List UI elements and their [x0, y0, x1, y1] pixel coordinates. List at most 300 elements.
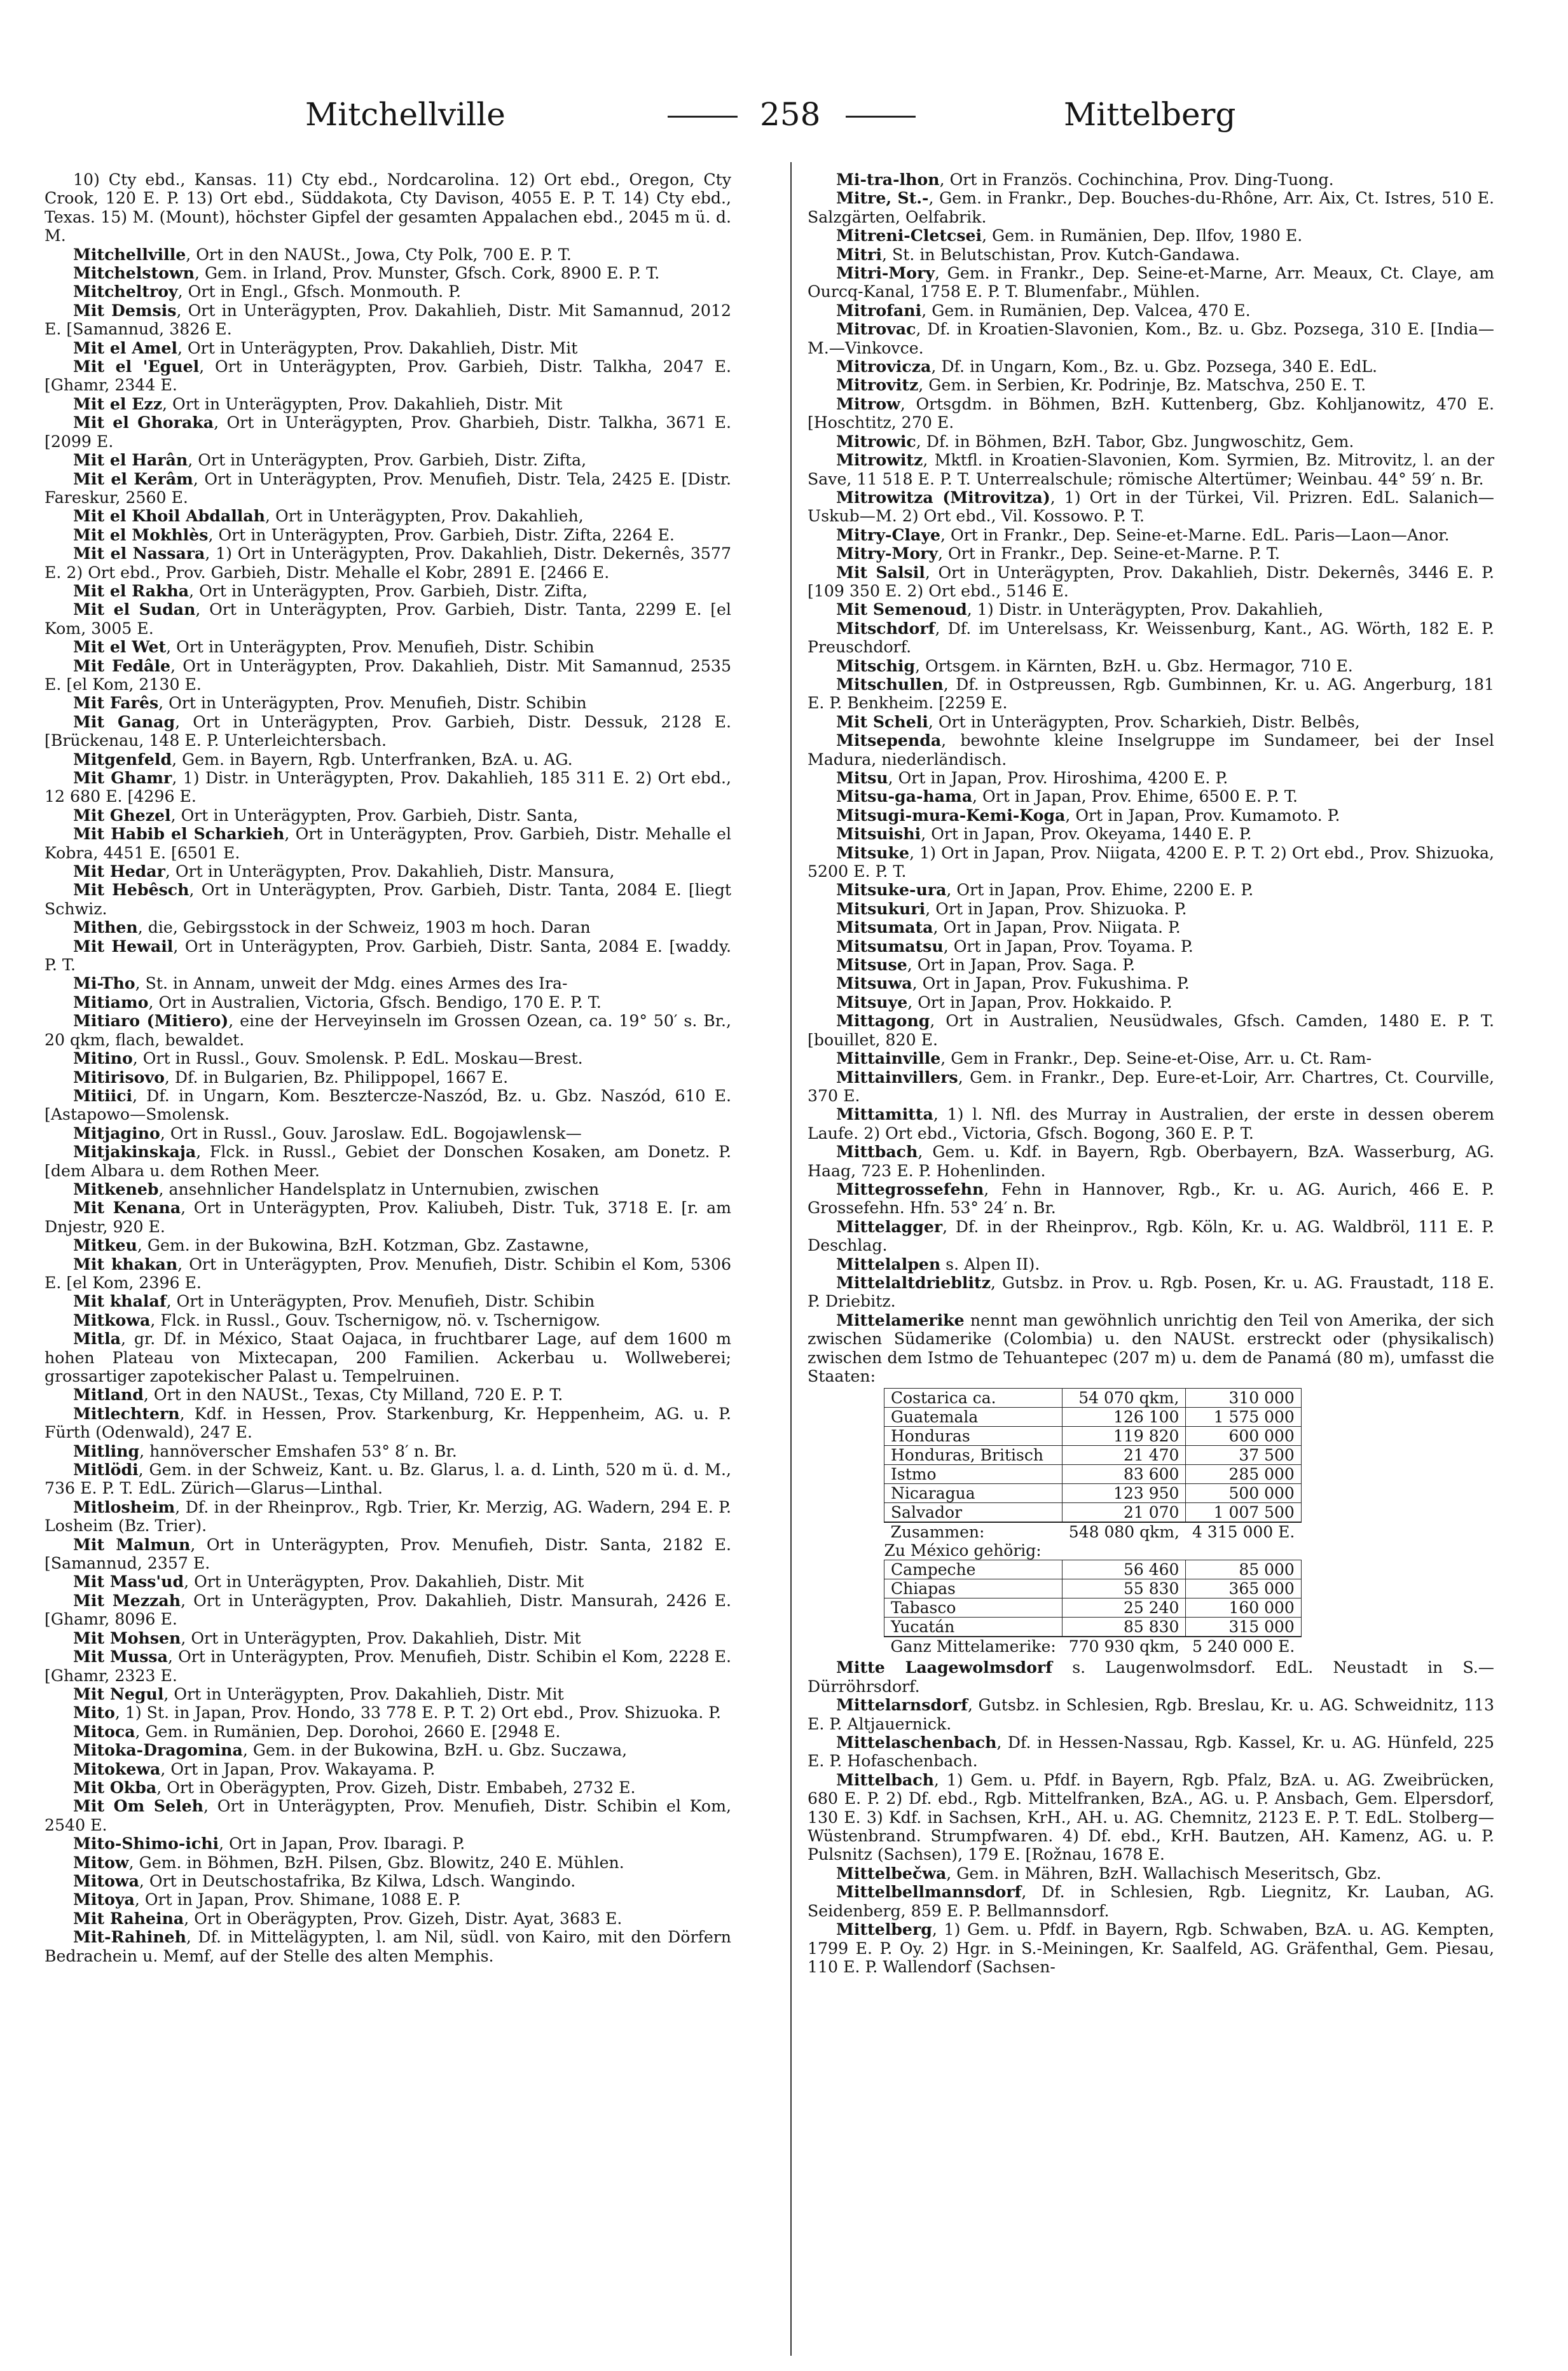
entry-headword: Mitsuke-ura	[836, 880, 947, 900]
dictionary-entry	[808, 844, 1494, 881]
dictionary-entry	[45, 282, 731, 301]
entry-text: , Ort in Japan, Prov. Fukushima. P.	[912, 974, 1190, 993]
dictionary-entry	[45, 1928, 731, 1965]
entry-text: , Ort in Australien, Victoria, Gfsch. Bendigo, 170 E. P. T.	[148, 993, 602, 1012]
entry-headword: Mitri-Mory	[836, 263, 935, 283]
dictionary-entry	[808, 600, 1494, 619]
entry-text: , Gem in Frankr., Dep. Seine-et-Oise, Arr. u. Ct. Ram-	[940, 1049, 1372, 1068]
entry-headword: Mit Habib el Scharkieh	[73, 824, 285, 844]
entry-text: , Ort in Französ. Cochinchina, Prov. Ding-Tuong.	[939, 170, 1334, 189]
entry-text: , Ort in Unterägypten, Prov. Garbieh, Distr. Santa, 2084 E. [waddy. P. T.	[45, 937, 731, 975]
dictionary-entry	[45, 170, 731, 245]
entry-text: , Gem. in Rumänien, Dep. Valcea, 470 E.	[921, 301, 1251, 320]
entry-headword: Mitoya	[73, 1890, 135, 1909]
dictionary-entry	[45, 413, 731, 451]
dictionary-entry	[45, 713, 731, 750]
table-cell: Nicaragua	[884, 1484, 1063, 1503]
entry-headword: Mit Raheina	[73, 1908, 184, 1928]
dictionary-entry	[45, 1236, 731, 1254]
entry-text: , Gutsbz. in Schlesien, Rgb. Breslau, Kr. u. AG. Schweidnitz, 113 E. P. Altjauernick.	[808, 1696, 1494, 1733]
dictionary-entry	[808, 320, 1494, 357]
entry-headword: Mitschullen	[836, 674, 944, 694]
dictionary-entry	[808, 245, 1494, 264]
table-cell: Zusammen:	[884, 1522, 1063, 1541]
entry-headword: Mit Salsil	[836, 562, 925, 582]
entry-text: , Ort in Deutschostafrika, Bz Kilwa, Ldsch. Wangindo.	[139, 1871, 576, 1890]
dictionary-entry	[45, 507, 731, 525]
table-cell: 85 830	[1063, 1618, 1186, 1637]
header-dash-left	[668, 116, 738, 118]
table-cell: 37 500	[1186, 1446, 1301, 1465]
entry-headword: Mitrowitza (Mitrovitza)	[836, 487, 1050, 507]
entry-headword: Mitrow	[836, 394, 900, 413]
entry-headword: Mitla	[73, 1329, 121, 1349]
dictionary-entry	[808, 376, 1494, 394]
table-row	[884, 1598, 1302, 1618]
entry-headword: Mittelbach	[836, 1770, 934, 1789]
dictionary-entry	[808, 563, 1494, 601]
entry-headword: Mitland	[73, 1385, 144, 1405]
entry-text: , 1) Ort in Unterägypten, Prov. Dakahlieh, Distr. Dekernês, 3577 E. 2) Ort ebd., Prov. Garbieh, Distr. Mehalle el Kobr, 2891 E. [2466 E.	[45, 544, 731, 582]
dictionary-entry	[808, 881, 1494, 899]
dictionary-entry	[45, 1591, 731, 1629]
entry-headword: Mitiici	[73, 1085, 133, 1105]
entry-headword: Mitoka-Dragomina	[73, 1740, 243, 1760]
entry-headword: Mit Hewail	[73, 936, 174, 956]
entry-text: , Ort in Engl., Gfsch. Monmouth. P.	[177, 282, 461, 301]
entry-text: , Ort in Japan, Prov. Ehime, 6500 E. P. T.	[972, 787, 1298, 806]
entry-headword: Mit el Wet	[73, 637, 167, 657]
table-cell: 548 080 qkm,	[1063, 1522, 1186, 1541]
dictionary-entry	[45, 600, 731, 638]
dictionary-entry	[45, 974, 731, 993]
entry-text: , Ort in Unterägypten, Prov. Menufieh, Distr. Schibin	[166, 1292, 595, 1311]
dictionary-entry	[45, 1797, 731, 1834]
dictionary-entry	[45, 1722, 731, 1741]
dictionary-entry	[45, 1330, 731, 1385]
entry-headword: Mitchellville	[73, 244, 186, 264]
dictionary-entry	[45, 806, 731, 825]
entry-text: s. Laugenwolmsdorf. EdL. Neustadt in S.—Dürröhrsdorf.	[808, 1658, 1494, 1696]
dictionary-entry	[45, 769, 731, 806]
entry-text: , Ort in Russl., Gouv. Jaroslaw. EdL. Bogojawlensk—	[160, 1124, 582, 1143]
dictionary-entry	[808, 226, 1494, 245]
entry-headword: Mitrofani	[836, 300, 922, 320]
dictionary-entry	[45, 582, 731, 600]
dictionary-entry	[45, 1405, 731, 1442]
entry-text: , Ort in Japan, Prov. Hokkaido. P.	[907, 993, 1173, 1012]
dictionary-entry	[808, 357, 1494, 376]
dictionary-entry	[45, 1442, 731, 1460]
dictionary-entry	[45, 1460, 731, 1498]
entry-headword: Mitirisovo	[73, 1067, 165, 1087]
entry-text: , Ort in Frankr., Dep. Seine-et-Marne. EdL. Paris—Laon—Anor.	[940, 525, 1450, 544]
entry-text: , Ort in Unterägypten, Prov. Garbieh, Distr. Zifta, 2264 E.	[208, 525, 675, 544]
entry-headword: Mit Mass'ud	[73, 1572, 184, 1591]
entry-text: , Ort in Unterägypten, Prov. Menufieh, Distr. Tela, 2425 E. [Distr. Fareskur, 2560 E.	[45, 469, 731, 507]
entry-headword: Mittelagger	[836, 1216, 943, 1236]
dictionary-entry	[808, 731, 1494, 769]
entry-text: , Df. in Mittelägypten, l. am Nil, südl. von Kairo, mit den Dörfern Bedrachein u. Memf, auf der Stelle des alten Memphis.	[45, 1928, 731, 1965]
entry-text: , Df. in Böhmen, BzH. Tabor, Gbz. Jungwoschitz, Gem.	[916, 432, 1354, 451]
entry-text: , 1) Gem. u. Pfdf. in Bayern, Rgb. Schwaben, BzA. u. AG. Kempten, 1799 E. P. Oy. 2) Hgr. in S.-Meiningen, Kr. Saalfeld, AG. Gräfenthal, Gem. Piesau, 110 E. P. Wallendorf (Sachsen-	[808, 1920, 1494, 1976]
right-column	[808, 170, 1494, 1976]
dictionary-entry	[808, 806, 1494, 825]
dictionary-entry	[808, 1733, 1494, 1771]
entry-text: , Ort in Unterägypten, Prov. Gharbieh, Distr. Talkha, 3671 E. [2099 E.	[45, 413, 731, 451]
entry-text: , Gem. in Frankr., Dep. Seine-et-Marne, Arr. Meaux, Ct. Claye, am Ourcq-Kanal, 1758 E. P. T. Blumenfabr., Mühlen.	[808, 264, 1494, 301]
entry-headword: Mit khalaf	[73, 1291, 167, 1311]
dictionary-entry	[45, 526, 731, 544]
table-cell: Honduras	[884, 1427, 1063, 1446]
entry-text: , Gutsbz. in Prov. u. Rgb. Posen, Kr. u. AG. Fraustadt, 118 E. P. Driebitz.	[808, 1273, 1494, 1311]
entry-headword: Mit Scheli	[836, 711, 928, 731]
dictionary-entry	[45, 1012, 731, 1049]
entry-headword: Mittelaltdrieblitz	[836, 1272, 991, 1292]
entry-text: , Df. in der Rheinprov., Rgb. Köln, Kr. u. AG. Waldbröl, 111 E. P. Deschlag.	[808, 1217, 1494, 1255]
entry-text: , Ort in Japan, Prov. Ehime, 2200 E. P.	[946, 881, 1254, 900]
table-section-label: Zu México gehörig:	[884, 1541, 1042, 1560]
entry-headword: Mitoca	[73, 1721, 135, 1741]
dictionary-entry	[45, 1890, 731, 1909]
entry-text: , St. in Annam, unweit der Mdg. eines Armes des Ira-	[135, 974, 568, 993]
dictionary-entry	[808, 787, 1494, 806]
entry-text: , Ort in Unterägypten, Prov. Menufieh, Distr. Schibin	[158, 694, 587, 713]
entry-text: , gr. Df. in México, Staat Oajaca, in fruchtbarer Lage, auf dem 1600 m hohen Plateau von Mixtecapan, 200 Familien. Ackerbau u. Wollweberei; grossartiger zapotekischer Palast u. Tempelruinen.	[45, 1330, 731, 1385]
entry-headword: Mitsuye	[836, 992, 908, 1012]
table-cell: 55 830	[1063, 1579, 1186, 1598]
entry-headword: Mit Ghezel	[73, 805, 171, 825]
entry-headword: Mit Demsis	[73, 300, 177, 320]
entry-text: , Ort in Japan, Prov. Saga. P.	[907, 956, 1136, 975]
entry-text: , Gem. in Böhmen, BzH. Pilsen, Gbz. Blowitz, 240 E. Mühlen.	[128, 1853, 624, 1872]
entry-text: , 1) l. Nfl. des Murray in Australien, der erste in dessen oberem Laufe. 2) Ort ebd., Victoria, Gfsch. Bogong, 360 E. P. T.	[808, 1105, 1494, 1143]
entry-headword: Mittelberg	[836, 1920, 932, 1939]
dictionary-entry	[45, 750, 731, 769]
dictionary-entry	[45, 339, 731, 357]
dictionary-entry	[808, 713, 1494, 731]
entry-headword: Mitkeu	[73, 1235, 137, 1255]
dictionary-entry	[45, 657, 731, 694]
entry-headword: Mit Hedar	[73, 862, 165, 881]
entry-text: , Ort in Unterägypten, Prov. Dakahlieh, Distr. Mit Samannud, 2012 E. [Samannud, 3826 E.	[45, 301, 731, 339]
entry-headword: Mitsukuri	[836, 898, 926, 918]
entry-headword: Mittelbellmannsdorf	[836, 1882, 1022, 1902]
dictionary-entry	[808, 264, 1494, 301]
table-cell: 54 070 qkm,	[1063, 1389, 1186, 1408]
entry-text: , Ort in Unterägypten, Prov. Garbieh, Distr. Talkha, 2047 E. [Ghamr, 2344 E.	[45, 357, 731, 395]
dictionary-entry	[808, 526, 1494, 544]
entry-text: , Fehn in Hannover, Rgb., Kr. u. AG. Aurich, 466 E. P. Grossefehn. Hfn. 53° 24′ n. Br.	[808, 1179, 1494, 1218]
column-rule	[790, 162, 792, 2356]
entry-headword: Mitry-Mory	[836, 544, 939, 563]
entry-headword: Mittainvillers	[836, 1067, 958, 1087]
entry-headword: Mitlosheim	[73, 1497, 175, 1516]
entry-text: , Ort in Unterägypten, Prov. Menufieh, Distr. Santa, 2182 E. [Samannud, 2357 E.	[45, 1535, 731, 1573]
dictionary-entry	[808, 825, 1494, 843]
running-head-right: Mittelberg	[1064, 96, 1236, 133]
table-cell: 21 470	[1063, 1446, 1186, 1465]
entry-text: , Ort in Unterägypten, Prov. Garbieh, Distr. Zifta,	[188, 451, 587, 470]
entry-headword: Mit el Sudan	[73, 600, 196, 619]
entry-text: , Df. in Bulgarien, Bz. Philippopel, 1667 E.	[164, 1068, 509, 1087]
entry-headword: Mitkeneb	[73, 1179, 159, 1199]
entry-headword: Mit el Ghoraka	[73, 413, 214, 432]
table-cell: 285 000	[1186, 1465, 1301, 1484]
table-cell: Costarica ca.	[884, 1389, 1063, 1408]
entry-headword: Mit Kenana	[73, 1198, 181, 1218]
entry-headword: Mit Semenoud	[836, 600, 967, 619]
dictionary-entry	[808, 769, 1494, 787]
entry-headword: Mito-Shimo-ichi	[73, 1834, 219, 1853]
entry-headword: Mittelbečwa	[836, 1863, 947, 1883]
dictionary-entry	[45, 862, 731, 881]
dictionary-entry	[45, 694, 731, 712]
entry-text: , Ort in Unterägypten, Prov. Garbieh, Distr. Tanta, 2084 E. [liegt Schwiz.	[45, 881, 731, 918]
entry-headword: Mit Okba	[73, 1777, 157, 1797]
entry-text: , Gem. in Serbien, Kr. Podrinje, Bz. Matschva, 250 E. T.	[918, 376, 1366, 395]
entry-headword: Mi-Tho	[73, 973, 135, 993]
entry-text: , Ort in Unterägypten, Prov. Dakahlieh, Distr. Mit	[181, 1628, 581, 1647]
table-cell: 83 600	[1063, 1465, 1186, 1484]
table-section-row	[884, 1541, 1302, 1560]
entry-headword: Mit Ghamr	[73, 768, 172, 787]
dictionary-entry	[45, 1853, 731, 1872]
dictionary-entry	[45, 1647, 731, 1685]
entry-text: 10) Cty ebd., Kansas. 11) Cty ebd., Nordcarolina. 12) Ort ebd., Oregon, Cty Crook, 120 E. P. 13) Ort ebd., Süddakota, Cty Davison, 4055 E. P. T. 14) Cty ebd., Texas. 15) M. (Mount), höchster Gipfel der gesamten Appalachen ebd., 2045 m ü. d. M.	[45, 170, 731, 245]
dictionary-entry	[45, 1872, 731, 1890]
entry-headword: Mitkowa	[73, 1310, 151, 1330]
table-cell: 119 820	[1063, 1427, 1186, 1446]
entry-text: , 1) Distr. in Unterägypten, Prov. Dakahlieh,	[966, 600, 1324, 619]
dictionary-entry	[45, 1685, 731, 1703]
dictionary-entry	[45, 881, 731, 918]
dictionary-entry	[45, 301, 731, 339]
entry-text: , Df. in Ungarn, Kom. Besztercze-Naszód, Bz. u. Gbz. Naszód, 610 E. [Astapowo—Smolensk.	[45, 1086, 731, 1124]
dictionary-entry	[45, 638, 731, 656]
table-cell: Chiapas	[884, 1579, 1063, 1598]
entry-headword: Mit Mussa	[73, 1647, 168, 1667]
dictionary-entry	[45, 1760, 731, 1778]
entry-headword: Mit el Harân	[73, 450, 188, 470]
dictionary-entry	[45, 1255, 731, 1293]
entry-text: , Ort in Japan, Prov. Niigata. P.	[933, 918, 1181, 937]
entry-text: , Ort in Unterägypten, Prov. Dakahlieh, Distr. Mansurah, 2426 E. [Ghamr, 8096 E.	[45, 1591, 731, 1629]
dictionary-entry	[808, 1143, 1494, 1180]
entry-text: , ansehnlicher Handelsplatz in Unternubien, zwischen	[158, 1179, 600, 1199]
header-dash-right	[846, 116, 916, 118]
entry-headword: Mit el Kerâm	[73, 469, 193, 488]
entry-text: , 1) St. in Japan, Prov. Hondo, 33 778 E. P. T. 2) Ort ebd., Prov. Shizuoka. P.	[114, 1703, 722, 1722]
entry-headword: Mit el Nassara	[73, 544, 205, 563]
dictionary-entry	[808, 900, 1494, 918]
entry-headword: Mitrowic	[836, 431, 916, 451]
dictionary-entry	[45, 1143, 731, 1180]
entry-headword: Mitiaro (Mitiero)	[73, 1011, 229, 1031]
entry-text: , Gem. in Frankr., Dep. Eure-et-Loir, Arr. Chartres, Ct. Courville, 370 E.	[808, 1068, 1494, 1105]
entry-headword: Mitrovitz	[836, 375, 919, 395]
entry-text: , Ort in Unterägypten, Prov. Garbieh, Distr. Santa,	[170, 806, 579, 825]
table-cell: Salvador	[884, 1503, 1063, 1523]
table-row	[884, 1618, 1302, 1637]
entry-headword: Mittagong	[836, 1011, 930, 1031]
dictionary-entry	[808, 956, 1494, 974]
table-cell: Honduras, Britisch	[884, 1446, 1063, 1465]
entry-text: , Ort in Russl., Gouv. Smolensk. P. EdL. Moskau—Brest.	[132, 1049, 583, 1068]
entry-headword: Mit el Khoil Abdallah	[73, 506, 265, 526]
entry-text: , Df. in Schlesien, Rgb. Liegnitz, Kr. Lauban, AG. Seidenberg, 859 E. P. Bellmannsdorf.	[808, 1883, 1494, 1920]
entry-text: , Gem. in Bayern, Rgb. Unterfranken, BzA. u. AG.	[172, 750, 573, 769]
dictionary-entry	[808, 1255, 1494, 1274]
dictionary-entry	[808, 1920, 1494, 1976]
table-row	[884, 1465, 1302, 1484]
central-america-table	[884, 1388, 1302, 1656]
dictionary-entry	[808, 395, 1494, 432]
entry-text: , Ortsgem. in Kärnten, BzH. u. Gbz. Hermagor, 710 E.	[915, 656, 1353, 675]
dictionary-entry	[45, 357, 731, 395]
dictionary-entry	[808, 1049, 1494, 1068]
dictionary-entry	[808, 993, 1494, 1012]
entry-text: , Gem. in Mähren, BzH. Wallachisch Meseritsch, Gbz.	[946, 1864, 1382, 1883]
entry-text: , Ort in Unterägypten, Prov. Dakahlieh, Distr. Mit	[163, 1684, 564, 1703]
entry-text: , Ort in Unterägypten, Prov. Dakahlieh, Distr. Mit	[162, 394, 563, 413]
dictionary-entry	[808, 1274, 1494, 1311]
entry-headword: Mitry-Claye	[836, 525, 941, 544]
entry-text: , Ort in Unterägypten, Prov. Scharkieh, Distr. Belbês,	[928, 712, 1360, 731]
entry-text: , Ort in Japan, Prov. Hiroshima, 4200 E. P.	[888, 769, 1228, 787]
entry-text: , Df. in Hessen-Nassau, Rgb. Kassel, Kr. u. AG. Hünfeld, 225 E. P. Hofaschenbach.	[808, 1733, 1494, 1771]
dictionary-entry	[808, 1311, 1494, 1386]
table-row	[884, 1579, 1302, 1598]
entry-text: , Flck. in Russl., Gouv. Tschernigow, nö. v. Tschernigow.	[150, 1310, 601, 1330]
entry-text: , Ort in Unterägypten, Prov. Kaliubeh, Distr. Tuk, 3718 E. [r. am Dnjestr, 920 E.	[45, 1199, 731, 1236]
entry-text: , Df. in der Rheinprov., Rgb. Trier, Kr. Merzig, AG. Wadern, 294 E. P. Losheim (Bz. Trier).	[45, 1497, 731, 1536]
entry-text: , Df. im Unterelsass, Kr. Weissenburg, Kant., AG. Wörth, 182 E. P. Preuschdorf.	[808, 619, 1494, 657]
entry-text: , Ort in Unterägypten, Prov. Menufieh, Distr. Schibin	[166, 638, 595, 657]
entry-text: , St. in Belutschistan, Prov. Kutch-Gandawa.	[881, 245, 1240, 264]
entry-text: , Gem. in der Bukowina, BzH. Kotzman, Gbz. Zastawne,	[137, 1236, 589, 1255]
entry-headword: Mit Ganag	[73, 711, 175, 731]
entry-headword: Mitsu-ga-hama	[836, 787, 973, 806]
table-cell: 123 950	[1063, 1484, 1186, 1503]
entry-headword: Mitsuwa	[836, 973, 912, 993]
entry-text: , Ort in den NAUSt., Jowa, Cty Polk, 700 E. P. T.	[186, 245, 572, 264]
entry-text: , Ort in Unterägypten, Prov. Dakahlieh, Distr. Dekernês, 3446 E. P. [109 350 E. 2) Ort ebd., 5146 E.	[808, 563, 1494, 600]
dictionary-entry	[808, 1696, 1494, 1733]
entry-text: , Flck. in Russl., Gebiet der Donschen Kosaken, am Donetz. P. [dem Albara u. dem Rothen Meer.	[45, 1143, 731, 1180]
running-head-left: Mitchellville	[305, 96, 505, 133]
table-cell: 310 000	[1186, 1389, 1301, 1408]
entry-text: , 1) Distr. in Unterägypten, Prov. Dakahlieh, 185 311 E. 2) Ort ebd., 12 680 E. [4296 E.	[45, 769, 731, 806]
entry-headword: Mitschdorf	[836, 618, 935, 638]
entry-text: , Ort in Unterägypten, Prov. Menufieh, Distr. Schibin el Kom, 5306 E. [el Kom, 2396 E.	[45, 1254, 731, 1292]
entry-text: , Ort in Unterägypten, Prov. Menufieh, Distr. Schibin el Kom, 2540 E.	[45, 1797, 731, 1834]
dictionary-entry	[808, 1883, 1494, 1920]
entry-headword: Mitgenfeld	[73, 749, 172, 769]
table-cell: 600 000	[1186, 1427, 1301, 1446]
entry-headword: Mithen	[73, 917, 138, 937]
entry-headword: Mitlechtern	[73, 1403, 180, 1423]
entry-text: , Ort in Japan, Prov. Wakayama. P.	[160, 1759, 436, 1778]
dictionary-entry	[808, 1658, 1494, 1696]
entry-text: , bewohnte kleine Inselgruppe im Sundameer, bei der Insel Madura, niederländisch.	[808, 731, 1494, 769]
entry-headword: Mittelamerike	[836, 1310, 965, 1330]
entry-text: , Gem. in Rumänien, Dep. Dorohoi, 2660 E. [2948 E.	[135, 1722, 561, 1741]
entry-text: , Ort in Japan, Prov. Ibaragi. P.	[219, 1834, 465, 1853]
entry-headword: Mitsu	[836, 768, 888, 787]
dictionary-entry	[45, 1068, 731, 1087]
entry-headword: Mit Om Seleh	[73, 1796, 203, 1816]
entry-headword: Mitrovac	[836, 319, 916, 339]
dictionary-entry	[45, 1199, 731, 1236]
entry-headword: Mitreni-Cletcsei	[836, 226, 982, 245]
entry-headword: Mittainville	[836, 1048, 941, 1068]
entry-text: , Df. in Ungarn, Kom., Bz. u. Gbz. Pozsega, 340 E. EdL.	[931, 357, 1377, 376]
entry-headword: Mittelarnsdorf	[836, 1695, 968, 1715]
entry-text: , Ort in Unterägypten, Prov. Menufieh, Distr. Schibin el Kom, 2228 E. [Ghamr, 2323 E.	[45, 1647, 731, 1685]
entry-text: , Gem. in Frankr., Dep. Bouches-du-Rhône, Arr. Aix, Ct. Istres, 510 E. Salzgärten, Oelfabrik.	[808, 189, 1494, 226]
dictionary-entry	[45, 1311, 731, 1330]
entry-headword: Mit Negul	[73, 1684, 164, 1703]
dictionary-entry	[45, 1572, 731, 1591]
entry-headword: Mi-tra-lhon	[836, 170, 940, 189]
entry-text: , Df. in Kroatien-Slavonien, Kom., Bz. u. Gbz. Pozsega, 310 E. [India—M.—Vinkovce.	[808, 320, 1494, 357]
table-row	[884, 1560, 1302, 1579]
entry-headword: Mitri	[836, 244, 882, 264]
page-number: 258	[760, 96, 821, 133]
entry-headword: Mitchelstown	[73, 263, 195, 283]
table-row	[884, 1446, 1302, 1465]
table-cell: 770 930 qkm,	[1063, 1637, 1186, 1656]
table-cell: 365 000	[1186, 1579, 1301, 1598]
entry-headword: Mitsugi-mura-Kemi-Koga	[836, 805, 1066, 825]
dictionary-entry	[808, 657, 1494, 675]
entry-text: nennt man gewöhnlich unrichtig den Teil von Amerika, der sich zwischen Südamerike (Colombia) u. den NAUSt. erstreckt oder (physikalisch) zwischen dem Istmo de Tehuantepec (207 m) u. dem de Panamá (80 m), umfasst die Staaten:	[808, 1310, 1494, 1385]
entry-headword: Mitow	[73, 1852, 129, 1872]
table-cell: 56 460	[1063, 1560, 1186, 1579]
entry-text: , Ort in Unterägypten, Prov. Garbieh, Distr. Mehalle el Kobra, 4451 E. [6501 E.	[45, 825, 731, 862]
right-column-entries-after-table	[808, 1658, 1494, 1976]
entry-text: , Ort in Unterägypten, Prov. Dakahlieh, Distr. Mit	[184, 1572, 584, 1591]
entry-headword: Mitcheltroy	[73, 282, 178, 301]
entry-text: , eine der Herveyinseln im Grossen Ozean, ca. 19° 50′ s. Br., 20 qkm, flach, bewaldet.	[45, 1012, 731, 1049]
entry-text: , Df. in Ostpreussen, Rgb. Gumbinnen, Kr. u. AG. Angerburg, 181 E. P. Benkheim. [2259 E.	[808, 675, 1494, 713]
dictionary-entry	[45, 544, 731, 582]
dictionary-entry	[808, 918, 1494, 937]
entry-headword: Mit el Amel	[73, 338, 178, 357]
dictionary-entry	[808, 937, 1494, 956]
dictionary-entry	[45, 1909, 731, 1928]
entry-headword: Mitsuishi	[836, 824, 921, 844]
entry-headword: Mit khakan	[73, 1254, 178, 1274]
table-cell: Ganz Mittelamerike:	[884, 1637, 1063, 1656]
entry-headword: Mitling	[73, 1441, 140, 1460]
entry-text: , Ort in Unterägypten, Prov. Garbieh, Distr. Dessuk, 2128 E. [Brückenau, 148 E. P. Unterleichtersbach.	[45, 712, 731, 750]
entry-headword: Mitjagino	[73, 1123, 160, 1143]
dictionary-entry	[808, 432, 1494, 451]
entry-headword: Mitre, St.-	[836, 188, 929, 208]
dictionary-entry	[808, 1105, 1494, 1143]
table-cell: Guatemala	[884, 1408, 1063, 1427]
entry-text: , Ort in Unterägypten, Prov. Dakahlieh,	[265, 507, 584, 526]
dictionary-entry	[808, 1771, 1494, 1864]
dictionary-entry	[45, 1049, 731, 1068]
dictionary-entry	[45, 918, 731, 937]
dictionary-entry	[45, 1536, 731, 1573]
dictionary-entry	[45, 395, 731, 413]
dictionary-entry	[45, 470, 731, 507]
entry-headword: Mitsumata	[836, 917, 933, 937]
